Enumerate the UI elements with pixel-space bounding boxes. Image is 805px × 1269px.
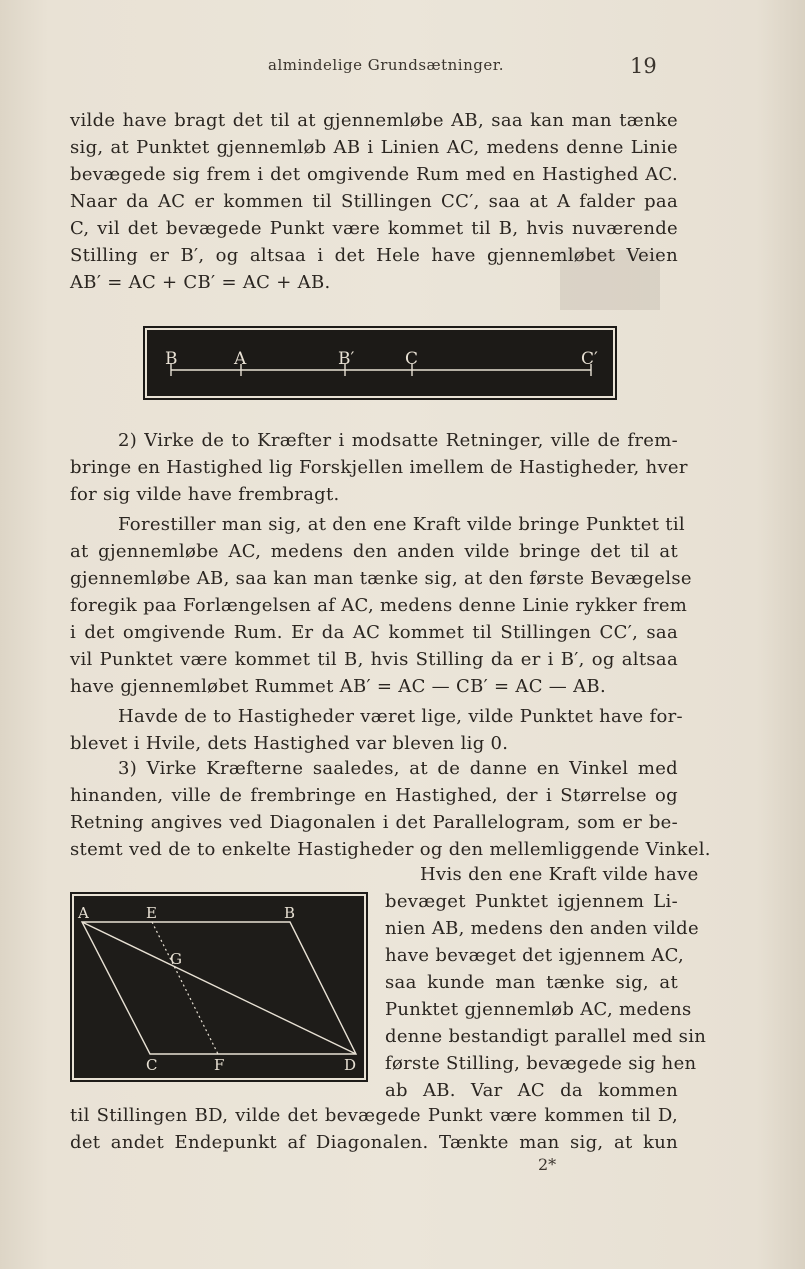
text-line: blevet i Hvile, dets Hastighed var bleven lig 0. [70, 733, 509, 754]
text-line: sig, at Punktet gjennemløb AB i Linien AC, medens denne Linie [70, 137, 678, 158]
text-line: Retning angives ved Diagonalen i det Parallelogram, som er be- [70, 812, 678, 833]
parallelogram-figure [70, 892, 368, 1082]
text-line: bevægede sig frem i det omgivende Rum med en Hastighed AC. [70, 164, 678, 185]
text-line: Naar da AC er kommen til Stillingen CC′, saa at A falder paa [70, 191, 678, 212]
text-line: ab AB. Var AC da kommen [385, 1080, 678, 1101]
text-line: vilde have bragt det til at gjennemløbe AB, saa kan man tænke [70, 110, 678, 131]
text-line: denne bestandigt parallel med sin [385, 1026, 707, 1047]
text-line: gjennemløbe AB, saa kan man tænke sig, at den første Bevægelse [70, 568, 692, 589]
text-line: Stilling er B′, og altsaa i det Hele have gjennemløbet Veien [70, 245, 678, 266]
signature-mark: 2* [538, 1155, 557, 1174]
text-line: første Stilling, bevægede sig hen [385, 1053, 697, 1074]
text-line: stemt ved de to enkelte Hastigheder og den mellemliggende Vinkel. [70, 839, 711, 860]
label-c: C [405, 349, 419, 369]
text-line: have gjennemløbet Rummet AB′ = AC — CB′ = AC — AB. [70, 676, 606, 697]
dotted-line-ef [152, 922, 218, 1054]
label-f: F [214, 1056, 225, 1074]
text-line: AB′ = AC + CB′ = AC + AB. [70, 272, 331, 293]
text-line: bevæget Punktet igjennem Li- [385, 891, 678, 912]
line-segment-figure [143, 326, 617, 400]
label-b-prime: B′ [338, 349, 355, 369]
text-line: at gjennemløbe AC, medens den anden vilde bringe det til at [70, 541, 678, 562]
text-line: Havde de to Hastigheder været lige, vilde Punktet have for- [118, 706, 683, 727]
label-c-prime: C′ [581, 349, 598, 369]
label-b: B [284, 904, 296, 922]
text-line: nien AB, medens den anden vilde [385, 918, 699, 939]
text-line: bringe en Hastighed lig Forskjellen imellem de Hastigheder, hver [70, 457, 688, 478]
label-c: C [146, 1056, 158, 1074]
text-line: det andet Endepunkt af Diagonalen. Tænkte man sig, at kun [70, 1132, 678, 1153]
line-segment-diagram [145, 328, 615, 398]
label-g: G [170, 950, 182, 968]
running-header: almindelige Grundsætninger. [268, 56, 505, 74]
parallelogram-diagram [72, 894, 366, 1080]
text-line: foregik paa Forlængelsen af AC, medens denne Linie rykker frem [70, 595, 688, 616]
text-line: vil Punktet være kommet til B, hvis Stilling da er i B′, og altsaa [70, 649, 678, 670]
text-line: C, vil det bevægede Punkt være kommet til B, hvis nuværende [70, 218, 678, 239]
text-line: Hvis den ene Kraft vilde have [420, 864, 699, 885]
text-line: saa kunde man tænke sig, at [385, 972, 678, 993]
page-number: 19 [630, 54, 657, 78]
text-line: i det omgivende Rum. Er da AC kommet til Stillingen CC′, saa [70, 622, 678, 643]
text-line: 3) Virke Kræfterne saaledes, at de danne en Vinkel med [118, 758, 678, 779]
text-line: Forestiller man sig, at den ene Kraft vilde bringe Punktet til [118, 514, 685, 535]
text-line: hinanden, ville de frembringe en Hastighed, der i Størrelse og [70, 785, 678, 806]
label-e: E [146, 904, 157, 922]
text-line: til Stillingen BD, vilde det bevægede Punkt være kommen til D, [70, 1105, 678, 1126]
label-a: A [234, 349, 247, 369]
text-line: have bevæget det igjennem AC, [385, 945, 685, 966]
text-line: Punktet gjennemløb AC, medens [385, 999, 692, 1020]
text-line: for sig vilde have frembragt. [70, 484, 340, 505]
text-line: 2) Virke de to Kræfter i modsatte Retninger, ville de frem- [118, 430, 678, 451]
diagonal-ad [82, 922, 356, 1054]
label-d: D [344, 1056, 357, 1074]
label-a: A [78, 904, 89, 922]
label-b: B [165, 349, 178, 369]
